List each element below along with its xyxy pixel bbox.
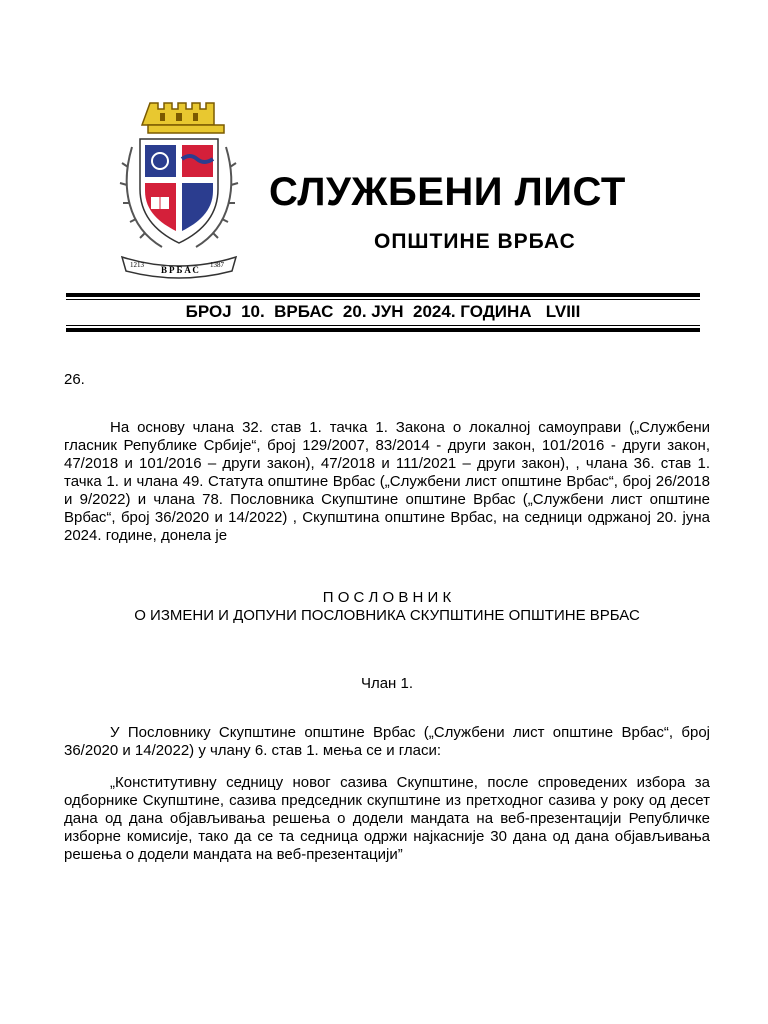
article-text-block — [64, 724, 710, 760]
quoted-paragraph: „Конститутивну седницу новог сазива Скупштине, после спроведених избора за одборнике Скупштине, сазива председник скупштине из претходног сазива у року од десет дана од дана објављивања решења о додели мандата на веб-презентацији Републичке изборне комисије, тако да се та седница одржи најкасније 30 дана од дана објављивања решења о додели мандата на веб-презентацији” — [64, 774, 710, 863]
divider-top-thin — [66, 299, 700, 300]
ribbon — [122, 257, 236, 278]
gazette-title: СЛУЖБЕНИ ЛИСТ — [269, 170, 626, 214]
item-number: 26. — [64, 371, 85, 388]
article-paragraph: У Пословнику Скупштине општине Врбас („Службени лист општине Врбас“, број 36/2020 и 14/2022) у члану 6. став 1. мења се и гласи: — [64, 724, 710, 759]
quote-block — [64, 774, 710, 864]
article-heading: Члан 1. — [360, 675, 414, 692]
crown-icon — [142, 103, 224, 133]
divider-top — [66, 293, 700, 297]
gazette-subtitle: ОПШТИНЕ ВРБАС — [374, 230, 576, 253]
heading-title: П О С Л О В Н И К — [322, 589, 452, 606]
divider-bottom — [66, 328, 700, 332]
ribbon-year-left: 1213 — [130, 261, 144, 269]
heading-subtitle: О ИЗМЕНИ И ДОПУНИ ПОСЛОВНИКА СКУПШТИНЕ ОПШТИНЕ ВРБАС — [134, 607, 640, 624]
ribbon-year-right: 1387 — [210, 261, 224, 269]
municipal-crest — [118, 97, 240, 282]
preamble-paragraph: На основу члана 32. став 1. тачка 1. Закона о локалној самоуправи („Службени гласник Републике Србије“, број 129/2007, 83/2014 - други закон, 101/2016 - други закон, 47/2018 и 101/2016 – други закон), 47/2018 и 111/2021 – други закон), , члана 36. став 1. тачка 1. и члана 49. Статута општине Врбас („Службени лист општине Врбас“, број 26/2018 и 9/2022) и члана 78. Пословника Скупштине општине Врбас („Службени лист општине Врбас“, број 36/2020 и 14/2022) , Скупштина општине Врбас, на седници одржаној 20. јуна 2024. године, донела је — [64, 419, 710, 544]
preamble-block — [64, 419, 710, 545]
divider-bottom-thin — [66, 325, 700, 326]
shield-icon — [140, 139, 218, 243]
issue-line: БРОЈ 10. ВРБАС 20. ЈУН 2024. ГОДИНА LVIII — [185, 302, 581, 321]
ribbon-text: ВРБАС — [161, 265, 201, 275]
